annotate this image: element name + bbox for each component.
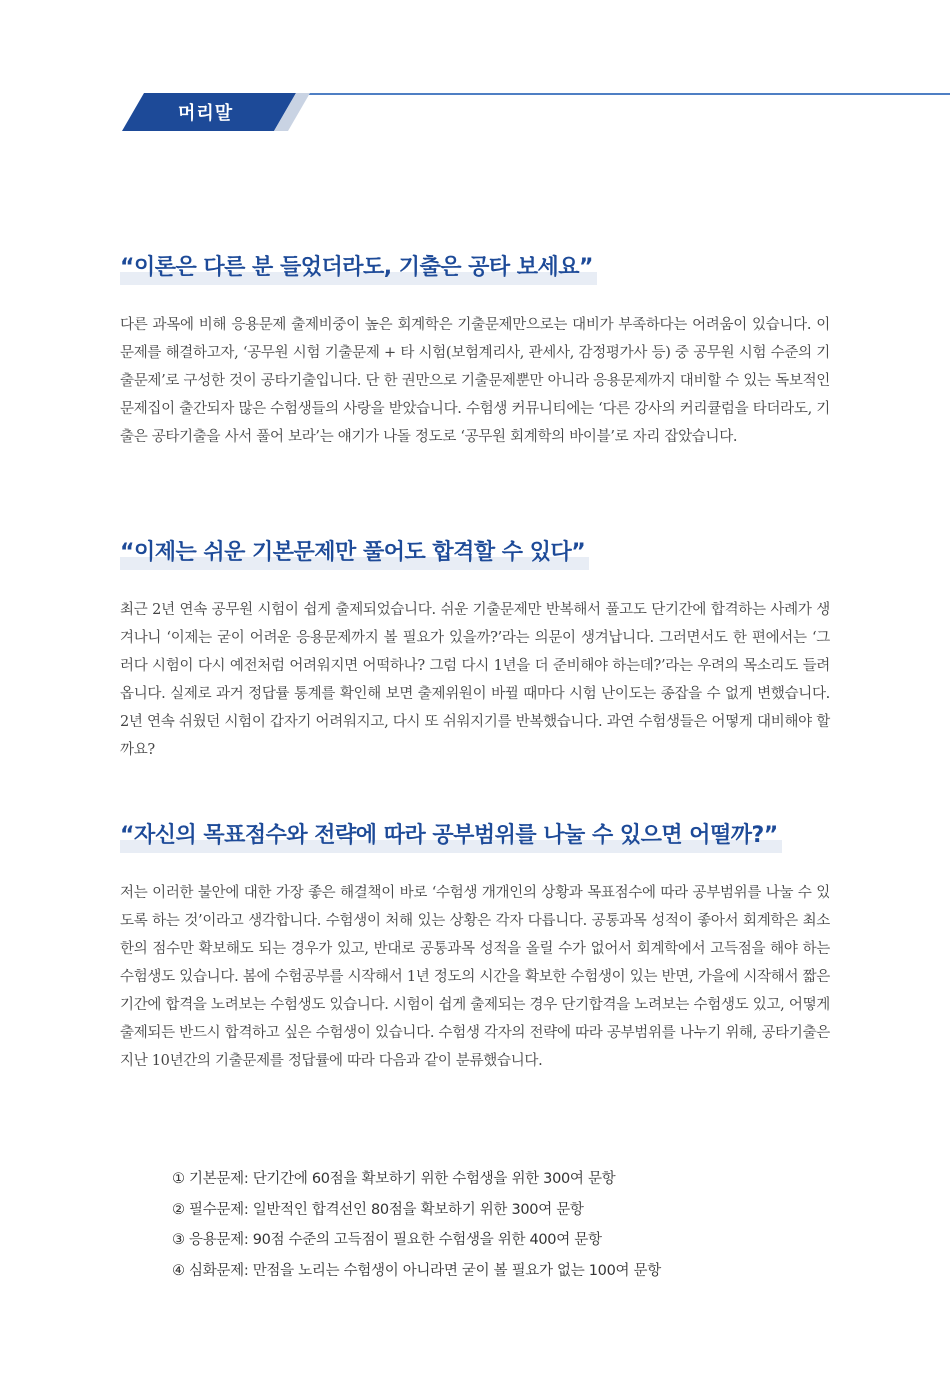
section-paragraph: 다른 과목에 비해 응용문제 출제비중이 높은 회계학은 기출문제만으로는 대비가 부족하다는 어려움이 있습니다. 이 문제를 해결하고자, ‘공무원 시험 기출문제 + 타 시험(보험계리사, 관세사, 감정평가사 등) 중 공무원 시험 수준의 기출문제’로 구성한 것이 공타기출입니다. 단 한 권만으로 기출문제뿐만 아니라 응용문제까지 대비할 수 있는 독보적인 문제집이 출간되자 많은 수험생들의 사랑을 받았습니다. 수험생 커뮤니티에는 ‘다른 강사의 커리큘럼을 타더라도, 기출은 공타기출을 사서 풀어 보라’는 얘기가 나돌 정도로 ‘공무원 회계학의 바이블’로 자리 잡았습니다. [120,317,830,445]
section-2 [120,535,830,764]
section-paragraph: 저는 이러한 불안에 대한 가장 좋은 해결책이 바로 ‘수험생 개개인의 상황과 목표점수에 따라 공부범위를 나눌 수 있도록 하는 것’이라고 생각합니다. 수험생이 처해 있는 상황은 각자 다릅니다. 공통과목 성적이 좋아서 회계학은 최소한의 점수만 확보해도 되는 경우가 있고, 반대로 공통과목 성적을 올릴 수가 없어서 회계학에서 고득점을 해야 하는 수험생도 있습니다. 봄에 수험공부를 시작해서 1년 정도의 시간을 확보한 수험생이 있는 반면, 가을에 시작해서 짧은 기간에 합격을 노려보는 수험생도 있습니다. 시험이 쉽게 출제되는 경우 단기합격을 노려보는 수험생도 있고, 어떻게 출제되든 반드시 합격하고 싶은 수험생이 있습니다. 수험생 각자의 전략에 따라 공부범위를 나누기 위해, 공타기출은 지난 10년간의 기출문제를 정답률에 따라 다음과 같이 분류했습니다. [120,885,830,1069]
list-item: ② 필수문제: 일반적인 합격선인 80점을 확보하기 위한 300여 문항 [172,1201,584,1218]
section-title: “이제는 쉬운 기본문제만 풀어도 합격할 수 있다” [120,535,589,566]
header-title: 머리말 [178,103,234,124]
list-item: ① 기본문제: 단기간에 60점을 확보하기 위한 수험생을 위한 300여 문항 [172,1171,616,1187]
list-item: ③ 응용문제: 90점 수준의 고득점이 필요한 수험생을 위한 400여 문항 [172,1232,602,1248]
header-tab [120,93,310,131]
section-title: “자신의 목표점수와 전략에 따라 공부범위를 나눌 수 있으면 어떨까?” [120,818,782,849]
section-3 [120,818,830,1075]
category-list [172,1164,792,1286]
header-rule [300,93,950,95]
section-title: “이론은 다른 분 들었더라도, 기출은 공타 보세요” [120,250,597,281]
section-paragraph: 최근 2년 연속 공무원 시험이 쉽게 출제되었습니다. 쉬운 기출문제만 반복해서 풀고도 단기간에 합격하는 사례가 생겨나니 ‘이제는 굳이 어려운 응용문제까지 볼 필요가 있을까?’라는 의문이 생겨납니다. 그러면서도 한 편에서는 ‘그러다 시험이 다시 예전처럼 어려워지면 어떡하나? 그럼 다시 1년을 더 준비해야 하는데?’라는 우려의 목소리도 들려옵니다. 실제로 과거 정답률 통계를 확인해 보면 출제위원이 바뀔 때마다 시험 난이도는 종잡을 수 없게 변했습니다. 2년 연속 쉬웠던 시험이 갑자기 어려워지고, 다시 또 쉬워지기를 반복했습니다. 과연 수험생들은 어떻게 대비해야 할까요? [120,602,830,758]
section-1 [120,250,830,451]
list-item: ④ 심화문제: 만점을 노리는 수험생이 아니라면 굳이 볼 필요가 없는 100여 문항 [172,1262,661,1279]
